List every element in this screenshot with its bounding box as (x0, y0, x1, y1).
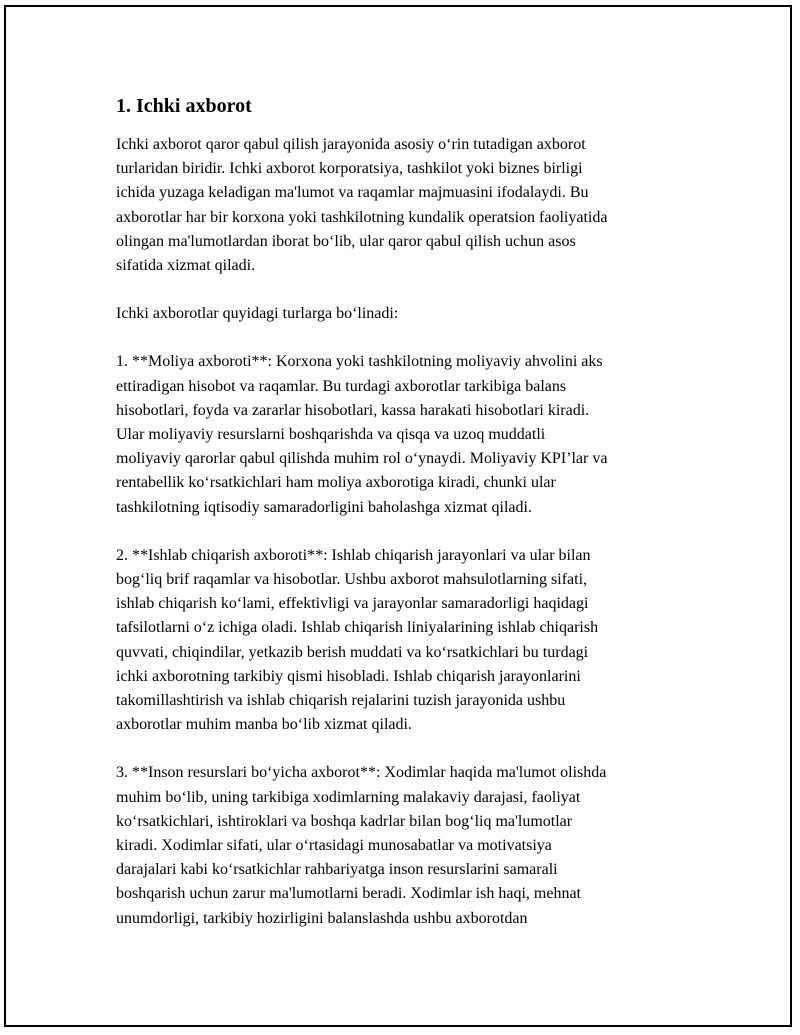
intro-paragraph (116, 133, 706, 278)
text-line: 3. **Inson resurslari bo‘yicha axborot**: Xodimlar haqida ma'lumot olishda (116, 764, 607, 782)
production-info-paragraph (116, 544, 706, 738)
text-line: kiradi. Xodimlar sifati, ular o‘rtasidagi munosabatlar va motivatsiya (116, 837, 552, 855)
text-line: unumdorligi, tarkibiy hozirligini balanslashda ushbu axborotdan (116, 909, 528, 927)
document-body (116, 92, 706, 931)
text-line: tafsilotlarni o‘z ichiga oladi. Ishlab chiqarish liniyalarining ishlab chiqarish (116, 619, 599, 637)
text-line: Ular moliyaviy resurslarni boshqarishda va qisqa va uzoq muddatli (116, 426, 546, 444)
types-intro-paragraph (116, 302, 706, 326)
text-line: quvvati, chiqindilar, yetkazib berish muddati va ko‘rsatkichlari bu turdagi (116, 643, 589, 661)
text-line: muhim bo‘lib, uning tarkibiga xodimlarning malakaviy darajasi, faoliyat (116, 788, 581, 806)
text-line: moliyaviy qarorlar qabul qilishda muhim rol o‘ynaydi. Moliyaviy KPI’lar va (116, 450, 608, 468)
text-line: sifatida xizmat qiladi. (116, 257, 256, 275)
text-line: tashkilotning iqtisodiy samaradorligini baholashga xizmat qiladi. (116, 498, 532, 516)
text-line: Ichki axborot qaror qabul qilish jarayonida asosiy o‘rin tutadigan axborot (116, 136, 586, 153)
text-line: hisobotlari, foyda va zararlar hisobotlari, kassa harakati hisobotlari kiradi. (116, 401, 590, 419)
text-line: ko‘rsatkichlari, ishtiroklari va boshqa kadrlar bilan bog‘liq ma'lumotlar (116, 812, 573, 830)
paragraph-spacer (116, 520, 706, 544)
section-heading: 1. Ichki axborot (116, 95, 252, 117)
paragraph-spacer (116, 278, 706, 302)
finance-info-paragraph (116, 350, 706, 519)
text-line: rentabellik ko‘rsatkichlari ham moliya axborotiga kiradi, chunki ular (116, 474, 556, 492)
text-line: takomillashtirish va ishlab chiqarish rejalarini tuzish jarayonida ushbu (116, 692, 566, 710)
text-line: 2. **Ishlab chiqarish axboroti**: Ishlab chiqarish jarayonlari va ular bilan (116, 546, 591, 564)
paragraph-spacer (116, 326, 706, 350)
text-line: turlaridan biridir. Ichki axborot korporatsiya, tashkilot yoki biznes birligi (116, 160, 583, 178)
text-line: ichki axborotning tarkibiy qismi hisobladi. Ishlab chiqarish jarayonlarini (116, 667, 581, 685)
text-line: ichida yuzaga keladigan ma'lumot va raqamlar majmuasini ifodalaydi. Bu (116, 184, 589, 202)
text-line: Ichki axborotlar quyidagi turlarga bo‘linadi: (116, 305, 399, 323)
text-line: olingan ma'lumotlardan iborat bo‘lib, ular qaror qabul qilish uchun asos (116, 232, 576, 250)
text-line: 1. **Moliya axboroti**: Korxona yoki tashkilotning moliyaviy ahvolini aks (116, 353, 603, 371)
text-line: bog‘liq brif raqamlar va hisobotlar. Ushbu axborot mahsulotlarning sifati, (116, 571, 588, 589)
paragraph-spacer (116, 737, 706, 761)
hr-info-paragraph (116, 761, 706, 930)
text-line: ettiradigan hisobot va raqamlar. Bu turdagi axborotlar tarkibiga balans (116, 377, 567, 395)
text-line: axborotlar har bir korxona yoki tashkilotning kundalik operatsion faoliyatida (116, 208, 608, 226)
text-line: boshqarish uchun zarur ma'lumotlarni beradi. Xodimlar ish haqi, mehnat (116, 885, 581, 903)
text-line: ishlab chiqarish ko‘lami, effektivligi va jarayonlar samaradorligi haqidagi (116, 595, 589, 613)
text-line: axborotlar muhim manba bo‘lib xizmat qiladi. (116, 716, 412, 734)
text-line: darajalari kabi ko‘rsatkichlar rahbariyatga inson resurslarini samarali (116, 861, 558, 879)
